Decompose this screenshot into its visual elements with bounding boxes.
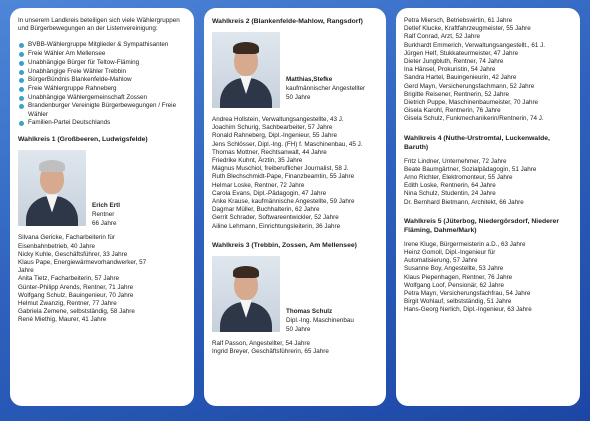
list-item: Ina Hänsel, Prokuristin, 54 Jahre [404,66,496,74]
candidate-3-age: 50 Jahre [286,325,311,333]
candidate-1-age: 66 Jahre [92,220,117,228]
list-item: Anita Tietz, Facharbeiterin, 57 Jahre [18,275,120,283]
candidate-1-job: Rentner [92,211,115,219]
list-item: Petra Mayn, Versicherungsfachfrau, 54 Jahre [404,290,531,298]
list-item: Helmut Zwanzig, Rentner, 77 Jahre [18,300,117,308]
group-item: Freie Wähler Am Mellensee [18,50,186,58]
candidate-3 [212,256,378,334]
list-item: Ronald Rahneberg, Dipl.-Ingenieur, 55 Jahre [212,132,337,140]
list-item: Heinz Gomoll, Dipl.-Ingenieur für [404,249,496,257]
list-item: Gisela Karohl, Rentnerin, 76 Jahre [404,107,501,115]
wahlkreis-1-heading: Wahlkreis 1 (Großbeeren, Ludwigsfelde) [18,136,148,144]
list-item: Brigitte Reisener, Rentnerin, 52 Jahre [404,90,510,98]
list-item: Ralf Passon, Angestellter, 54 Jahre [212,339,311,347]
candidate-2-photo [212,32,280,108]
list-item: Petra Miersch, Betriebswirtin, 61 Jahre [404,17,513,24]
candidate-1-name: Erich Ertl [92,202,120,210]
candidate-2-job: kaufmännischer Angestellter [286,84,366,92]
wahlkreis-2-list [212,116,378,231]
list-item: Gerrit Schrader, Softwareentwickler, 52 Jahre [212,214,339,222]
candidate-3-name: Thomas Schulz [286,307,333,315]
list-item: Klaus Piepenhagen, Rentner, 76 Jahre [404,273,513,281]
candidate-1-photo [18,150,86,226]
list-item: Ruth Blechschmidt-Pape, Finanzbeamtin, 55 Jahre [212,173,355,181]
groups-list [18,41,186,127]
list-item: Magnus Muschiol, freiberuflicher Journalist, 58 J. [212,165,349,173]
list-item: Günter-Philipp Arends, Rentner, 71 Jahre [18,283,134,291]
intro-text: In unserem Landkreis beteiligen sich viele Wählergruppen und Bürgerbewegungen an der Listenvereinigung: [18,17,180,33]
list-item: Silvana Gericke, Facharbeiterin für [18,234,115,242]
wahlkreis-4-heading: Wahlkreis 4 (Nuthe-Urstromtal, Luckenwalde, Baruth) [404,134,550,151]
group-item: BürgerBündnis Blankenfelde-Mahlow [18,76,186,84]
list-item: Sandra Hartel, Bauingenieurin, 42 Jahre [404,74,517,82]
list-item: Nicky Kuhle, Geschäftsführer, 33 Jahre [18,250,128,258]
list-item: Ingrid Breyer, Geschäftsführerin, 65 Jahre [212,348,329,356]
list-item: Ailine Lehmann, Einrichtungsleiterin, 36 Jahre [212,222,341,230]
list-item: Gabriela Zemene, selbstständig, 58 Jahre [18,308,135,316]
wahlkreis-4-list [404,158,572,207]
list-item: Nina Schulz, Studentin, 24 Jahre [404,190,496,198]
list-item: Gisela Schulz, Funkmechanikerin/Rentnerin, 74 J. [404,115,544,123]
wahlkreis-3-list-continued [404,17,572,124]
list-item: Klaus Pape, Energiewärmevorhandwerker, 57 [18,259,147,267]
group-item: BVBB-Wählergruppe Mitglieder & Sympathisanten [18,41,186,49]
list-item: René Miethig, Maurer, 41 Jahre [18,316,107,324]
list-item: Birgit Wohlauf, selbstständig, 51 Jahre [404,298,512,306]
list-item: Joachim Schurig, Sachbearbeiter, 57 Jahre [212,124,333,132]
list-item: Dietrich Puppe, Maschinenbaumeister, 70 Jahre [404,99,539,107]
list-item: Jürgen Helf, Stukkateurmeister, 47 Jahre [404,49,519,57]
list-item: Jahre [18,267,34,275]
list-item: Helmar Loske, Rentner, 72 Jahre [212,181,305,189]
list-item: Detlef Klucke, Kraftfahrzeugmeister, 55 Jahre [404,25,531,33]
candidate-1 [18,150,186,228]
list-item: Edith Loske, Rentnerin, 64 Jahre [404,182,496,190]
list-item: Carola Evans, Dipl.-Pädagogin, 47 Jahre [212,189,327,197]
candidate-2 [212,32,378,110]
right-panel [396,8,580,406]
list-item: Thomas Mottner, Rechtsanwalt, 44 Jahre [212,148,327,156]
list-item: Friedrike Kuhnt, Ärztin, 35 Jahre [212,157,303,165]
list-item: Wolfgang Schulz, Bauingenieur, 70 Jahre [18,291,134,299]
list-item: Anke Krause, kaufmännische Angestellte, 59 Jahre [212,198,355,206]
group-item: Unabhängige Wählergemeinschaft Zossen [18,94,186,102]
list-item: Ralf Conrad, Arzt, 52 Jahre [404,33,480,41]
list-item: Dieter Jungbluth, Rentner, 74 Jahre [404,58,504,66]
list-item: Wolfgang Loof, Pensionär, 62 Jahre [404,281,505,289]
wahlkreis-5-list [404,241,572,315]
list-item: Susanne Boy, Angestellte, 53 Jahre [404,265,504,273]
list-item: Jens Schlösser, Dipl.-Ing. (FH) f. Maschinenbau, 45 J. [212,140,363,148]
wahlkreis-2-heading: Wahlkreis 2 (Blankenfelde-Mahlow, Rangsdorf) [212,18,363,25]
wahlkreis-3-heading: Wahlkreis 3 (Trebbin, Zossen, Am Mellensee) [212,241,357,249]
list-item: Arno Richter, Elektromonteur, 55 Jahre [404,174,513,182]
list-item: Fritz Lindner, Unternehmer, 72 Jahre [404,157,507,165]
wahlkreis-1-list [18,234,186,324]
group-item: Brandenburger Vereinigte Bürgerbewegungen / Freie Wähler [18,102,186,118]
list-item: Burkhardt Emmerich, Verwaltungsangestellt., 61 J. [404,41,546,49]
left-panel [10,8,194,406]
list-item: Dr. Bernhard Bietmann, Architekt, 66 Jahre [404,198,524,206]
wahlkreis-3-list [212,340,378,356]
candidate-2-age: 50 Jahre [286,93,311,101]
list-item: Irene Kluge, Bürgermeisterin a.D., 63 Jahre [404,240,526,248]
group-item: Unabhängige Bürger für Teltow-Fläming [18,59,186,67]
group-item: Unabhängige Freie Wähler Trebbin [18,68,186,76]
candidate-3-photo [212,256,280,332]
list-item: Hans-Georg Nerlich, Dipl.-Ingenieur, 63 Jahre [404,306,532,314]
candidate-2-name: Matthias,Stefke [286,75,333,83]
list-item: Dagmar Müller, Buchhalterin, 62 Jahre [212,206,320,214]
middle-panel [204,8,386,406]
list-item: Eisenbahnbetrieb, 40 Jahre [18,242,96,250]
list-item: Beate Baumgärtner, Sozialpädagogin, 51 Jahre [404,165,537,173]
list-item: Gerd Mayn, Versicherungsfachmann, 52 Jahre [404,82,535,90]
wahlkreis-5-heading: Wahlkreis 5 (Jüterbog, Niedergörsdorf, Niederer Fläming, Dahme/Mark) [404,217,559,234]
group-item: Freie Wählergruppe Rahneberg [18,85,186,93]
list-item: Andrea Hollstein, Verwaltungsangestellte, 43 J. [212,116,344,123]
candidate-3-job: Dipl.-Ing. Maschinenbau [286,316,354,324]
list-item: Automatisierung, 57 Jahre [404,257,478,265]
group-item: Familien-Partei Deutschlands [18,119,186,127]
